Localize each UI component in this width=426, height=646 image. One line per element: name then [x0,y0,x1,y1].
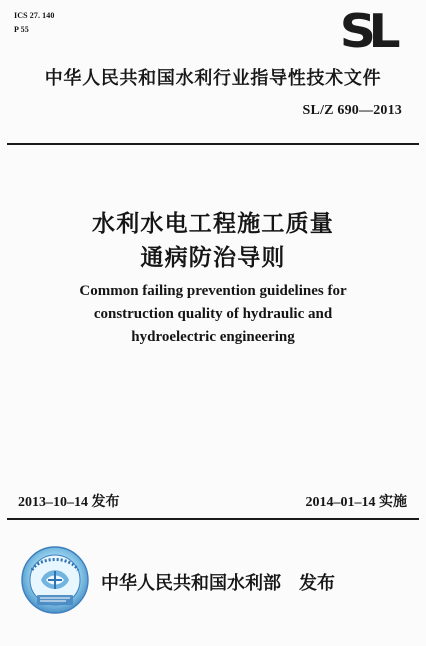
publisher-name: 中华人民共和国水利部 [101,573,281,594]
issue-date: 2013–10–14 发布 [18,495,120,510]
ics-code: ICS 27. 140 [14,11,55,20]
english-title-line-2: construction quality of hydraulic and [93,306,333,322]
chinese-title-line-1: 水利水电工程施工质量 [92,211,334,237]
bottom-divider [7,518,419,520]
publisher-action: 发布 [299,573,335,594]
implementation-date: 2014–01–14 实施 [305,495,407,510]
chinese-title-line-2: 通病防治导则 [140,245,286,271]
anti-counterfeit-seal-icon [20,545,90,615]
english-title-line-3: hydroelectric engineering [131,329,295,345]
english-title [0,280,426,349]
english-title-line-1: Common failing prevention guidelines for [79,283,347,299]
p-code: P 55 [14,25,29,34]
publisher-line [101,569,335,595]
industry-title: 中华人民共和国水利行业指导性技术文件 [44,68,382,89]
sl-logo: SL [339,4,393,58]
top-divider [7,143,419,145]
standard-code: SL/Z 690—2013 [302,103,402,118]
